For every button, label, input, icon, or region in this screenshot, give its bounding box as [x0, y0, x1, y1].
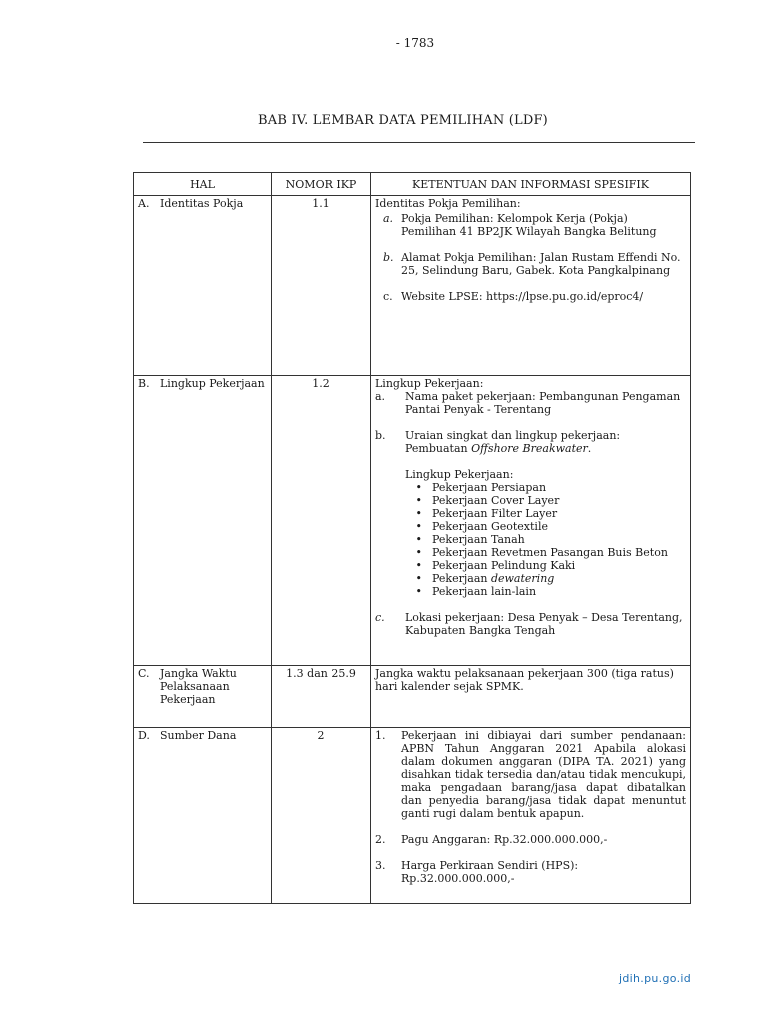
intro-text: Identitas Pokja Pemilihan: [375, 197, 521, 210]
hal-cell-d [134, 728, 272, 904]
ketentuan-cell-c: Jangka waktu pelaksanaan pekerjaan 300 (tiga ratus) hari kalender sejak SPMK. [371, 666, 691, 728]
row-label: B. [138, 377, 150, 390]
row-label: D. [138, 729, 150, 742]
table-row-b [134, 376, 691, 666]
row-label: C. [138, 667, 150, 680]
item-text: Lokasi pekerjaan: Desa Penyak – Desa Terentang, Kabupaten Bangka Tengah [405, 611, 683, 637]
table-header-row [134, 173, 691, 196]
ikp-cell-b: 1.2 [272, 376, 371, 666]
item-text: Pagu Anggaran: Rp.32.000.000.000,- [401, 833, 608, 846]
list-item [375, 251, 686, 277]
list-item [375, 390, 686, 416]
ikp-cell-a: 1.1 [272, 196, 371, 376]
hal-text: Sumber Dana [160, 729, 237, 742]
scope-item: Pekerjaan Cover Layer [432, 494, 560, 507]
list-item [375, 429, 686, 455]
item-marker: c. [383, 290, 393, 303]
table-row-d [134, 728, 691, 904]
list-item: • Pekerjaan Filter Layer [375, 507, 686, 520]
header-ketentuan: KETENTUAN DAN INFORMASI SPESIFIK [371, 173, 691, 196]
hal-text: Jangka Waktu Pelaksanaan Pekerjaan [160, 667, 237, 706]
item-marker: a. [375, 390, 386, 403]
item-text: Nama paket pekerjaan: Pembangunan Pengaman Pantai Penyak - Terentang [405, 390, 681, 416]
list-item: • Pekerjaan Cover Layer [375, 494, 686, 507]
scope-item: Pekerjaan Geotextile [432, 520, 548, 533]
ketentuan-cell-d [371, 728, 691, 904]
scope-item: Pekerjaan Tanah [432, 533, 525, 546]
item-text-italic: Offshore Breakwater [471, 442, 588, 455]
list-item [375, 212, 686, 238]
list-item: • Pekerjaan Tanah [375, 533, 686, 546]
item-marker: 2. [375, 833, 386, 846]
intro-text: Lingkup Pekerjaan: [375, 377, 484, 390]
list-item [375, 290, 686, 303]
scope-item: Pekerjaan lain-lain [432, 585, 537, 598]
hal-cell-c [134, 666, 272, 728]
ikp-cell-d: 2 [272, 728, 371, 904]
scope-item-text: Pekerjaan [432, 572, 488, 585]
item-text: Harga Perkiraan Sendiri (HPS): Rp.32.000.000.000,- [401, 859, 579, 885]
ketentuan-cell-b [371, 376, 691, 666]
list-item: • Pekerjaan Revetmen Pasangan Buis Beton [375, 546, 686, 559]
list-item: • Pekerjaan lain-lain [375, 585, 686, 598]
page-number: - 1783 [395, 36, 435, 50]
header-nomor-ikp: NOMOR IKP [272, 173, 371, 196]
list-item [375, 611, 686, 637]
ikp-cell-c: 1.3 dan 25.9 [272, 666, 371, 728]
item-text: Uraian singkat dan lingkup pekerjaan: Pembuatan Offshore Breakwater. [405, 429, 621, 455]
item-marker: b. [383, 251, 394, 264]
hal-text: Lingkup Pekerjaan [160, 377, 265, 390]
item-marker: b. [375, 429, 386, 442]
item-text: Alamat Pokja Pemilihan: Jalan Rustam Effendi No. 25, Selindung Baru, Gabek. Kota Pangkalpinang [401, 251, 681, 277]
ketentuan-cell-a [371, 196, 691, 376]
item-marker: 1. [375, 729, 386, 742]
row-label: A. [138, 197, 150, 210]
list-item: • Pekerjaan Persiapan [375, 481, 686, 494]
scope-item: Pekerjaan Pelindung Kaki [432, 559, 576, 572]
item-marker: c. [375, 611, 385, 624]
item-marker: a. [383, 212, 394, 225]
section-title: BAB IV. LEMBAR DATA PEMILIHAN (LDF) [258, 113, 548, 128]
scope-item-italic: dewatering [490, 572, 555, 585]
list-item: • Pekerjaan dewatering [375, 572, 686, 585]
hal-text: Identitas Pokja [160, 197, 244, 210]
scope-item: Pekerjaan Persiapan [432, 481, 547, 494]
item-text-main: Uraian singkat dan lingkup pekerjaan: Pembuatan [405, 429, 621, 455]
scope-item: Pekerjaan Revetmen Pasangan Buis Beton [432, 546, 668, 559]
scope-list [375, 481, 686, 598]
list-item [375, 833, 686, 846]
ldf-table [133, 172, 691, 904]
table-row-c [134, 666, 691, 728]
item-text: Pekerjaan ini dibiayai dari sumber pendanaan: APBN Tahun Anggaran 2021 Apabila alokasi dalam dokumen anggaran (DIPA TA. 2021) yang disahkan tidak tersedia dan/atau tidak mencukupi, maka pengadaan barang/jasa dapat dibatalkan dan penyedia barang/jasa tidak dapat menuntut ganti rugi dalam bentuk apapun. [401, 729, 686, 820]
list-item [375, 859, 686, 885]
hal-cell-a [134, 196, 272, 376]
list-item [375, 729, 686, 820]
scope-item [432, 572, 686, 585]
list-item: • Pekerjaan Geotextile [375, 520, 686, 533]
scope-item: Pekerjaan Filter Layer [432, 507, 558, 520]
list-item: • Pekerjaan Pelindung Kaki [375, 559, 686, 572]
hal-cell-b [134, 376, 272, 666]
scope-title: Lingkup Pekerjaan: [405, 468, 514, 481]
table-row-a [134, 196, 691, 376]
source-link[interactable]: jdih.pu.go.id [619, 972, 691, 985]
item-marker: 3. [375, 859, 386, 872]
header-hal: HAL [134, 173, 272, 196]
item-text: Website LPSE: https://lpse.pu.go.id/eproc4/ [401, 290, 644, 303]
title-divider [143, 142, 695, 143]
item-text: Pokja Pemilihan: Kelompok Kerja (Pokja) Pemilihan 41 BP2JK Wilayah Bangka Belitung [401, 212, 657, 238]
